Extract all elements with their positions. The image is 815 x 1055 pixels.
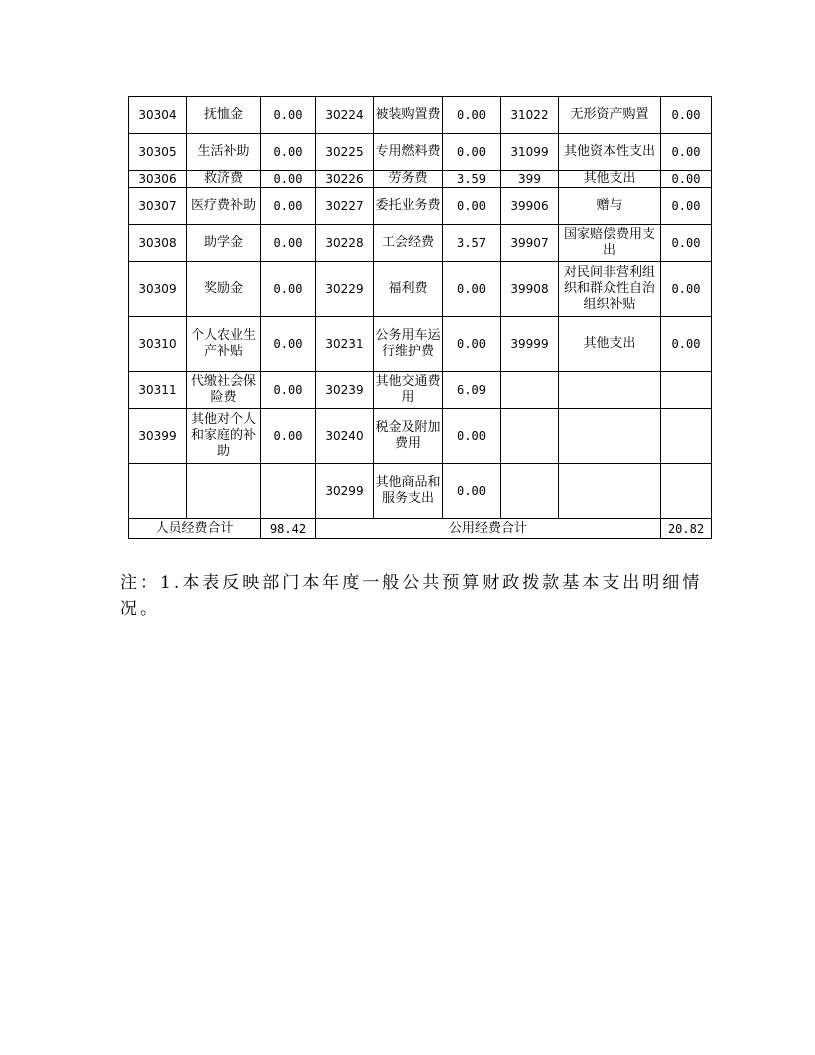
footnote: 注：1.本表反映部门本年度一般公共预算财政拨款基本支出明细情况。 [120,573,703,619]
code-3-cell: 39908 [501,262,559,317]
name-3-cell: 赠与 [559,188,661,225]
amount-3-cell: 0.00 [661,134,712,171]
code-1-cell: 30310 [129,317,187,372]
code-3-cell [501,372,559,409]
code-2-cell: 30299 [316,464,374,519]
code-3-cell: 39907 [501,225,559,262]
public-total-value: 20.82 [661,519,712,539]
amount-3-cell: 0.00 [661,188,712,225]
code-2-cell: 30240 [316,409,374,464]
code-2-cell: 30227 [316,188,374,225]
amount-3-cell [661,372,712,409]
name-2-cell: 税金及附加费用 [374,409,443,464]
code-2-cell: 30226 [316,171,374,188]
name-2-cell: 公务用车运行维护费 [374,317,443,372]
name-2-cell: 被装购置费 [374,97,443,134]
name-3-cell: 对民间非营利组织和群众性自治组织补贴 [559,262,661,317]
name-3-cell: 其他资本性支出 [559,134,661,171]
name-2-cell: 委托业务费 [374,188,443,225]
code-2-cell: 30231 [316,317,374,372]
code-3-cell: 399 [501,171,559,188]
code-1-cell [129,464,187,519]
name-2-cell: 专用燃料费 [374,134,443,171]
name-1-cell: 生活补助 [187,134,261,171]
code-3-cell [501,464,559,519]
table-row [129,409,712,464]
name-2-cell: 其他交通费用 [374,372,443,409]
amount-2-cell: 6.09 [443,372,501,409]
table-row [129,171,712,188]
code-1-cell: 30309 [129,262,187,317]
amount-2-cell: 0.00 [443,317,501,372]
amount-1-cell: 0.00 [261,225,316,262]
name-2-cell: 劳务费 [374,171,443,188]
amount-2-cell: 0.00 [443,188,501,225]
table-row [129,188,712,225]
name-3-cell: 国家赔偿费用支出 [559,225,661,262]
code-2-cell: 30224 [316,97,374,134]
amount-2-cell: 0.00 [443,134,501,171]
code-1-cell: 30311 [129,372,187,409]
name-2-cell: 福利费 [374,262,443,317]
code-1-cell: 30308 [129,225,187,262]
name-3-cell [559,464,661,519]
amount-1-cell: 0.00 [261,409,316,464]
code-2-cell: 30228 [316,225,374,262]
name-1-cell: 奖励金 [187,262,261,317]
code-2-cell: 30225 [316,134,374,171]
amount-1-cell [261,464,316,519]
code-3-cell: 39906 [501,188,559,225]
code-3-cell: 39999 [501,317,559,372]
amount-3-cell [661,409,712,464]
name-3-cell: 其他支出 [559,317,661,372]
amount-1-cell: 0.00 [261,171,316,188]
name-1-cell: 救济费 [187,171,261,188]
name-1-cell: 个人农业生产补贴 [187,317,261,372]
name-1-cell: 抚恤金 [187,97,261,134]
table-row [129,464,712,519]
amount-1-cell: 0.00 [261,317,316,372]
amount-1-cell: 0.00 [261,262,316,317]
table-row [129,134,712,171]
amount-1-cell: 0.00 [261,97,316,134]
name-2-cell: 其他商品和服务支出 [374,464,443,519]
code-1-cell: 30307 [129,188,187,225]
amount-2-cell: 3.57 [443,225,501,262]
name-1-cell: 其他对个人和家庭的补助 [187,409,261,464]
amount-1-cell: 0.00 [261,188,316,225]
amount-3-cell: 0.00 [661,225,712,262]
name-1-cell: 助学金 [187,225,261,262]
amount-3-cell: 0.00 [661,97,712,134]
code-3-cell: 31099 [501,134,559,171]
amount-3-cell: 0.00 [661,317,712,372]
amount-1-cell: 0.00 [261,134,316,171]
code-2-cell: 30229 [316,262,374,317]
amount-2-cell: 0.00 [443,262,501,317]
name-2-cell: 工会经费 [374,225,443,262]
code-1-cell: 30306 [129,171,187,188]
table-row [129,97,712,134]
table-row [129,262,712,317]
amount-2-cell: 0.00 [443,464,501,519]
amount-1-cell: 0.00 [261,372,316,409]
name-1-cell: 医疗费补助 [187,188,261,225]
name-1-cell [187,464,261,519]
name-3-cell: 其他支出 [559,171,661,188]
name-3-cell [559,409,661,464]
code-3-cell: 31022 [501,97,559,134]
amount-3-cell [661,464,712,519]
table-row [129,225,712,262]
name-3-cell [559,372,661,409]
amount-3-cell: 0.00 [661,171,712,188]
code-1-cell: 30399 [129,409,187,464]
amount-3-cell: 0.00 [661,262,712,317]
code-3-cell [501,409,559,464]
table-row [129,372,712,409]
expenditure-detail-table [128,96,712,539]
personnel-total-label: 人员经费合计 [129,519,261,539]
code-2-cell: 30239 [316,372,374,409]
name-3-cell: 无形资产购置 [559,97,661,134]
amount-2-cell: 0.00 [443,97,501,134]
public-total-label: 公用经费合计 [316,519,661,539]
code-1-cell: 30305 [129,134,187,171]
table-row [129,317,712,372]
amount-2-cell: 3.59 [443,171,501,188]
totals-row [129,519,712,539]
amount-2-cell: 0.00 [443,409,501,464]
code-1-cell: 30304 [129,97,187,134]
personnel-total-value: 98.42 [261,519,316,539]
name-1-cell: 代缴社会保险费 [187,372,261,409]
